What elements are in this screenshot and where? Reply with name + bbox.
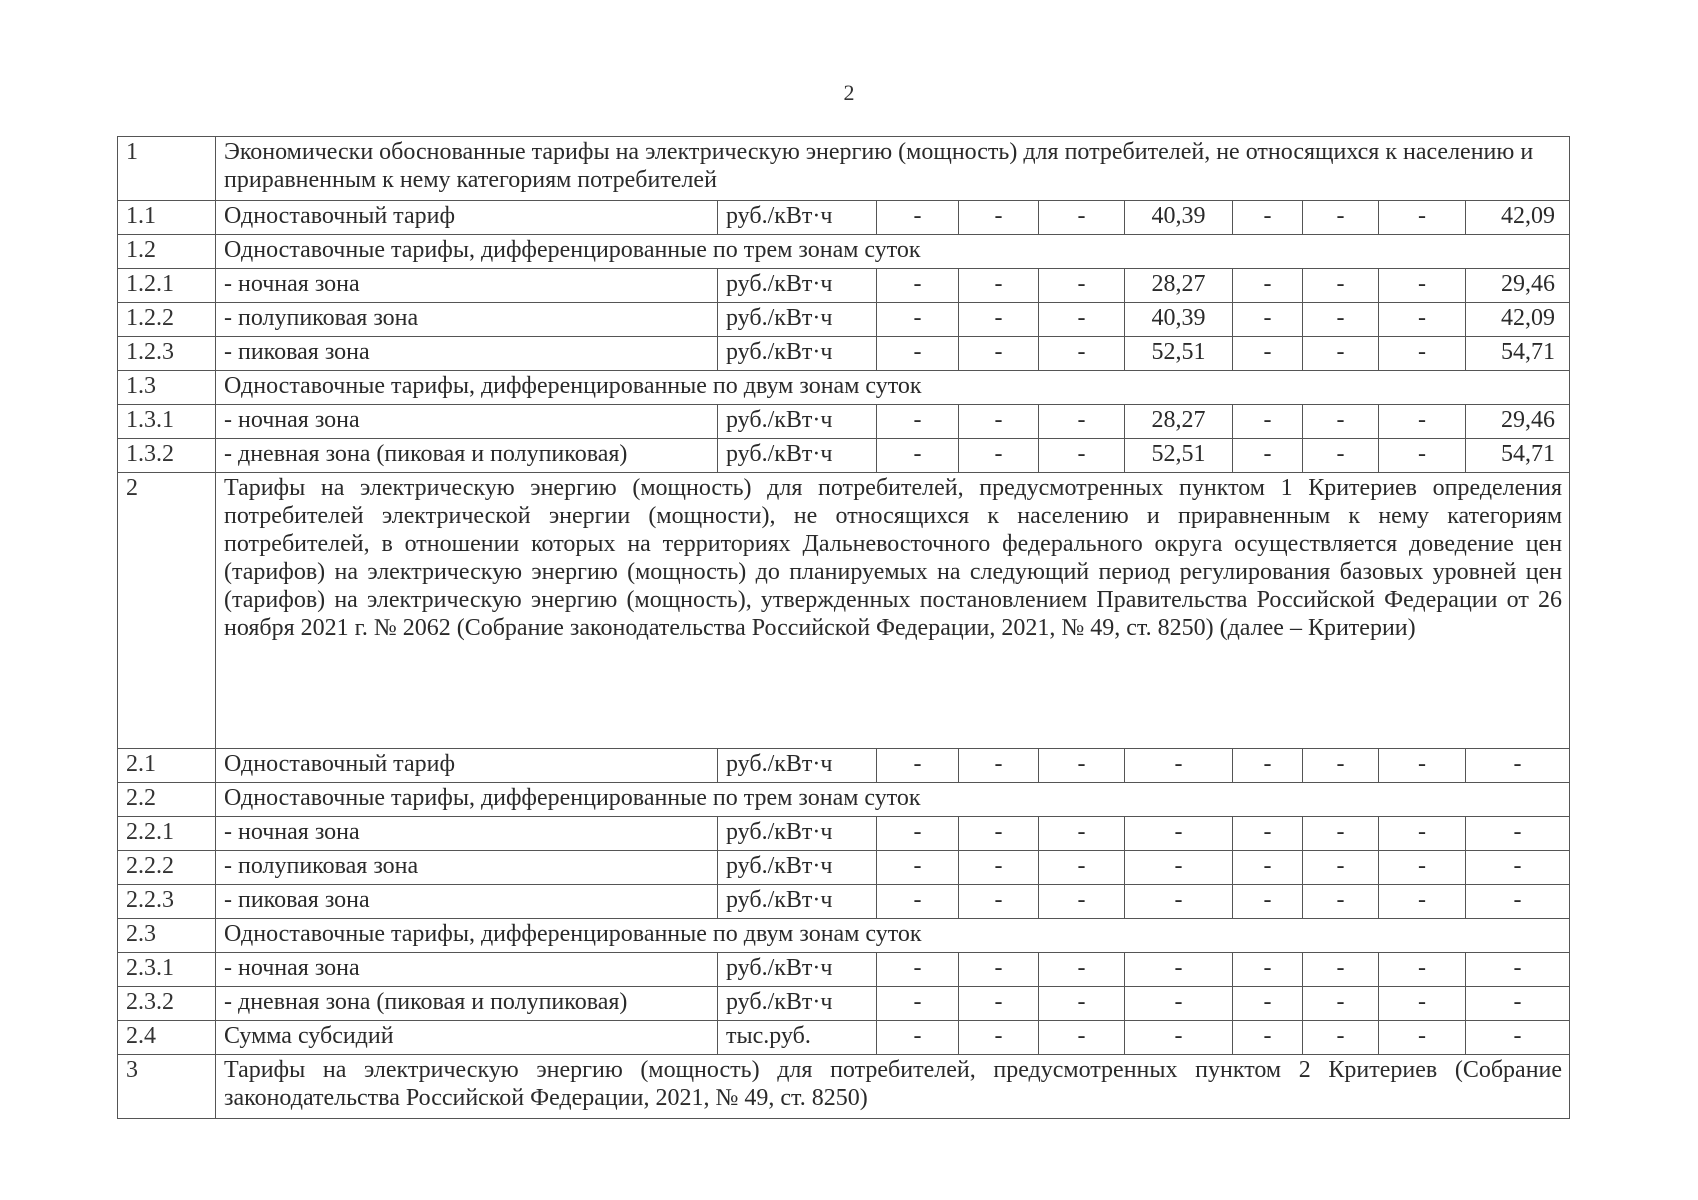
value-cell: - — [1233, 987, 1303, 1021]
table-row — [118, 919, 1570, 953]
value-cell: - — [1466, 953, 1570, 987]
value-cell: - — [1233, 885, 1303, 919]
value-cell: 52,51 — [1125, 439, 1233, 473]
table-row — [118, 371, 1570, 405]
row-name: - ночная зона — [216, 269, 718, 303]
value-cell: - — [1303, 987, 1379, 1021]
value-cell: - — [1039, 817, 1125, 851]
value-cell: - — [1233, 303, 1303, 337]
row-name: - пиковая зона — [216, 337, 718, 371]
value-cell: - — [1466, 1021, 1570, 1055]
table-row — [118, 405, 1570, 439]
value-cell: - — [877, 337, 959, 371]
value-cell: - — [1125, 1021, 1233, 1055]
value-cell: - — [1379, 405, 1466, 439]
table-row — [118, 987, 1570, 1021]
value-cell: - — [1303, 303, 1379, 337]
value-cell: - — [1466, 851, 1570, 885]
value-cell: - — [1233, 439, 1303, 473]
value-cell: - — [1039, 269, 1125, 303]
value-cell: - — [1039, 851, 1125, 885]
value-cell: - — [1039, 1021, 1125, 1055]
table-row — [118, 885, 1570, 919]
value-cell: - — [1233, 269, 1303, 303]
table-row — [118, 235, 1570, 269]
value-cell: - — [1125, 749, 1233, 783]
value-cell: - — [959, 885, 1039, 919]
row-number: 2.2.1 — [118, 817, 216, 851]
value-cell: - — [1039, 337, 1125, 371]
value-cell: - — [1039, 987, 1125, 1021]
row-name: - дневная зона (пиковая и полупиковая) — [216, 439, 718, 473]
value-cell: - — [1233, 749, 1303, 783]
table-row — [118, 137, 1570, 201]
value-cell: 28,27 — [1125, 405, 1233, 439]
row-number: 2 — [118, 473, 216, 749]
value-cell: - — [1466, 749, 1570, 783]
row-number: 1.2.1 — [118, 269, 216, 303]
value-cell: - — [959, 439, 1039, 473]
value-cell: 54,71 — [1466, 337, 1570, 371]
value-cell: - — [959, 1021, 1039, 1055]
value-cell: - — [1039, 201, 1125, 235]
row-name: - дневная зона (пиковая и полупиковая) — [216, 987, 718, 1021]
table-row — [118, 749, 1570, 783]
value-cell: - — [877, 885, 959, 919]
tariff-table — [117, 136, 1570, 1119]
table-row — [118, 439, 1570, 473]
value-cell: - — [1125, 851, 1233, 885]
value-cell: - — [1466, 885, 1570, 919]
value-cell: 42,09 — [1466, 303, 1570, 337]
value-cell: - — [1303, 337, 1379, 371]
row-unit: тыс.руб. — [718, 1021, 877, 1055]
value-cell: 29,46 — [1466, 269, 1570, 303]
section-heading: Одноставочные тарифы, дифференцированные по трем зонам суток — [216, 783, 1570, 817]
page-number: 2 — [843, 80, 855, 105]
row-number: 1.3.2 — [118, 439, 216, 473]
value-cell: - — [1303, 749, 1379, 783]
table-row — [118, 473, 1570, 749]
value-cell: - — [1303, 817, 1379, 851]
row-name: - пиковая зона — [216, 885, 718, 919]
table-row — [118, 1055, 1570, 1119]
value-cell: - — [877, 201, 959, 235]
value-cell: - — [1379, 817, 1466, 851]
value-cell: - — [1125, 953, 1233, 987]
table-row — [118, 953, 1570, 987]
row-name: Одноставочный тариф — [216, 749, 718, 783]
row-name: - полупиковая зона — [216, 851, 718, 885]
value-cell: - — [959, 303, 1039, 337]
section-heading: Одноставочные тарифы, дифференцированные по двум зонам суток — [216, 371, 1570, 405]
value-cell: - — [1379, 439, 1466, 473]
row-number: 1.2.2 — [118, 303, 216, 337]
row-name: Сумма субсидий — [216, 1021, 718, 1055]
value-cell: - — [877, 851, 959, 885]
value-cell: - — [1039, 953, 1125, 987]
value-cell: - — [1379, 337, 1466, 371]
value-cell: - — [1125, 987, 1233, 1021]
value-cell: - — [1303, 439, 1379, 473]
row-number: 2.3.2 — [118, 987, 216, 1021]
row-number: 1.3 — [118, 371, 216, 405]
table-row — [118, 851, 1570, 885]
section-heading: Одноставочные тарифы, дифференцированные по трем зонам суток — [216, 235, 1570, 269]
table-row — [118, 817, 1570, 851]
row-number: 1.1 — [118, 201, 216, 235]
row-name: - ночная зона — [216, 953, 718, 987]
row-name: - полупиковая зона — [216, 303, 718, 337]
value-cell: - — [1379, 269, 1466, 303]
value-cell: - — [959, 953, 1039, 987]
row-number: 2.2.2 — [118, 851, 216, 885]
section-heading: Экономически обоснованные тарифы на электрическую энергию (мощность) для потребителей, не относящихся к населению и приравненным к нему категориям потребителей — [216, 137, 1570, 201]
row-unit: руб./кВт·ч — [718, 201, 877, 235]
value-cell: - — [959, 201, 1039, 235]
value-cell: - — [1466, 817, 1570, 851]
section-heading: Тарифы на электрическую энергию (мощность) для потребителей, предусмотренных пунктом 2 Критериев (Собрание законодательства Российской Федерации, 2021, № 49, ст. 8250) — [216, 1055, 1570, 1119]
value-cell: - — [959, 851, 1039, 885]
row-number: 1.2 — [118, 235, 216, 269]
row-number: 1.3.1 — [118, 405, 216, 439]
value-cell: - — [877, 1021, 959, 1055]
row-number: 2.2 — [118, 783, 216, 817]
row-unit: руб./кВт·ч — [718, 817, 877, 851]
row-number: 2.4 — [118, 1021, 216, 1055]
section-heading: Тарифы на электрическую энергию (мощность) для потребителей, предусмотренных пунктом 1 Критериев определения потребителей электрической энергии (мощности), не относящихся к населению и приравненным к нему категориям потребителей, в отношении которых на территориях Дальневосточного федерального округа осуществляется доведение цен (тарифов) на электрическую энергию (мощность) до планируемых на следующий период регулирования базовых уровней цен (тарифов) на электрическую энергию (мощность), утвержденных постановлением Правительства Российской Федерации от 26 ноября 2021 г. № 2062 (Собрание законодательства Российской Федерации, 2021, № 49, ст. 8250) (далее – Критерии) — [216, 473, 1570, 749]
row-name: Одноставочный тариф — [216, 201, 718, 235]
value-cell: 54,71 — [1466, 439, 1570, 473]
row-unit: руб./кВт·ч — [718, 337, 877, 371]
value-cell: - — [1303, 405, 1379, 439]
value-cell: - — [1379, 987, 1466, 1021]
row-unit: руб./кВт·ч — [718, 439, 877, 473]
row-unit: руб./кВт·ч — [718, 953, 877, 987]
row-number: 2.2.3 — [118, 885, 216, 919]
value-cell: - — [877, 303, 959, 337]
value-cell: - — [877, 749, 959, 783]
row-name: - ночная зона — [216, 405, 718, 439]
value-cell: - — [1303, 885, 1379, 919]
value-cell: - — [877, 817, 959, 851]
value-cell: - — [959, 269, 1039, 303]
value-cell: - — [877, 987, 959, 1021]
value-cell: - — [1303, 1021, 1379, 1055]
row-unit: руб./кВт·ч — [718, 405, 877, 439]
value-cell: - — [877, 269, 959, 303]
table-row — [118, 783, 1570, 817]
value-cell: - — [1379, 851, 1466, 885]
row-name: - ночная зона — [216, 817, 718, 851]
row-unit: руб./кВт·ч — [718, 987, 877, 1021]
row-number: 1.2.3 — [118, 337, 216, 371]
value-cell: - — [1303, 269, 1379, 303]
row-unit: руб./кВт·ч — [718, 749, 877, 783]
row-unit: руб./кВт·ч — [718, 851, 877, 885]
value-cell: - — [1039, 439, 1125, 473]
value-cell: - — [1466, 987, 1570, 1021]
value-cell: - — [1233, 851, 1303, 885]
value-cell: - — [959, 749, 1039, 783]
value-cell: - — [1233, 201, 1303, 235]
value-cell: 40,39 — [1125, 303, 1233, 337]
value-cell: - — [959, 817, 1039, 851]
value-cell: - — [877, 953, 959, 987]
value-cell: 29,46 — [1466, 405, 1570, 439]
value-cell: - — [1303, 201, 1379, 235]
value-cell: - — [1039, 405, 1125, 439]
value-cell: - — [959, 987, 1039, 1021]
table-row — [118, 1021, 1570, 1055]
value-cell: - — [1303, 953, 1379, 987]
row-unit: руб./кВт·ч — [718, 885, 877, 919]
value-cell: - — [1233, 1021, 1303, 1055]
value-cell: - — [1379, 201, 1466, 235]
value-cell: - — [1379, 885, 1466, 919]
value-cell: - — [959, 405, 1039, 439]
value-cell: - — [1233, 337, 1303, 371]
value-cell: - — [1125, 885, 1233, 919]
row-number: 2.3.1 — [118, 953, 216, 987]
table-row — [118, 201, 1570, 235]
value-cell: - — [1233, 953, 1303, 987]
value-cell: - — [1303, 851, 1379, 885]
table-row — [118, 303, 1570, 337]
row-number: 2.3 — [118, 919, 216, 953]
value-cell: 42,09 — [1466, 201, 1570, 235]
value-cell: - — [1233, 405, 1303, 439]
row-number: 2.1 — [118, 749, 216, 783]
value-cell: - — [1379, 749, 1466, 783]
table-row — [118, 269, 1570, 303]
value-cell: 40,39 — [1125, 201, 1233, 235]
value-cell: - — [1039, 749, 1125, 783]
value-cell: - — [1039, 303, 1125, 337]
value-cell: 28,27 — [1125, 269, 1233, 303]
value-cell: - — [959, 337, 1039, 371]
value-cell: - — [1125, 817, 1233, 851]
row-unit: руб./кВт·ч — [718, 269, 877, 303]
value-cell: - — [1379, 303, 1466, 337]
row-unit: руб./кВт·ч — [718, 303, 877, 337]
value-cell: - — [877, 439, 959, 473]
row-number: 3 — [118, 1055, 216, 1119]
table-row — [118, 337, 1570, 371]
row-number: 1 — [118, 137, 216, 201]
value-cell: 52,51 — [1125, 337, 1233, 371]
value-cell: - — [1379, 953, 1466, 987]
value-cell: - — [877, 405, 959, 439]
value-cell: - — [1039, 885, 1125, 919]
value-cell: - — [1233, 817, 1303, 851]
section-heading: Одноставочные тарифы, дифференцированные по двум зонам суток — [216, 919, 1570, 953]
value-cell: - — [1379, 1021, 1466, 1055]
